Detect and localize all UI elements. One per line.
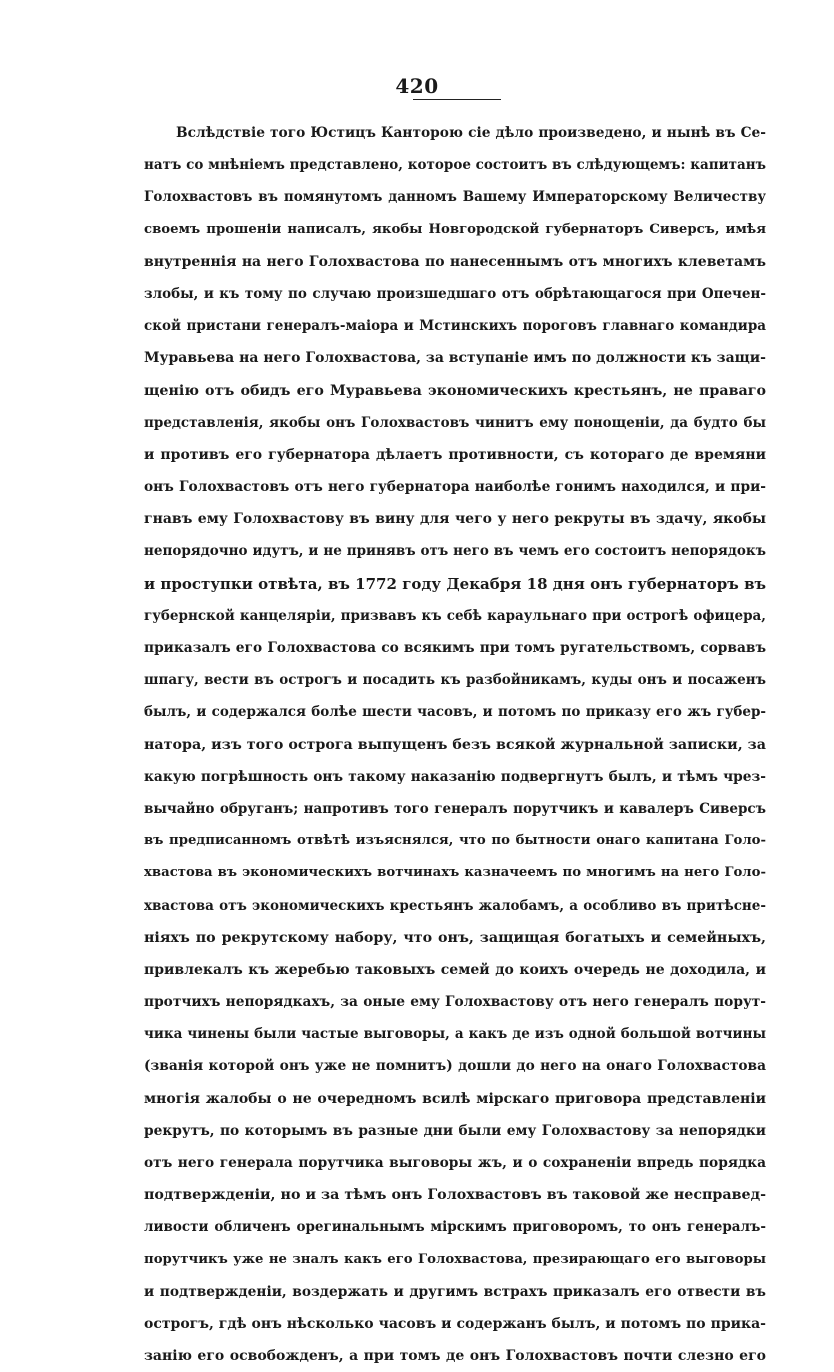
text-line: Голохвастовъ въ помянутомъ данномъ Вашему Императорскому Величеству [144,189,766,206]
text-line: Муравьева на него Голохвастова, за вступаніе имъ по должности къ защи- [144,350,766,367]
text-line: шпагу, вести въ острогъ и посадить къ разбойникамъ, куды онъ и посаженъ [144,672,766,689]
text-line: онъ Голохвастовъ отъ него губернатора наиболѣе гонимъ находился, и при- [144,479,766,496]
text-line: гнавъ ему Голохвастову въ вину для чего у него рекруты въ здачу, якобы [144,511,766,528]
text-line: (званія которой онъ уже не помнитъ) дошли до него на онаго Голохвастова [144,1058,766,1075]
text-line: рекрутъ, по которымъ въ разные дни были ему Голохвастову за непорядки [144,1122,766,1139]
text-line: натъ со мнѣніемъ представлено, которое состоитъ въ слѣдующемъ: капитанъ [144,157,766,174]
text-line: вычайно обруганъ; напротивъ того генералъ порутчикъ и кавалеръ Сиверсъ [144,800,766,817]
text-line: протчихъ непорядкахъ, за оные ему Голохвастову отъ него генералъ порут- [144,994,766,1011]
text-line: въ предписанномъ отвѣтѣ изъяснялся, что по бытности онаго капитана Голо- [144,833,766,849]
text-line: хвастова отъ экономическихъ крестьянъ жалобамъ, а особливо въ притѣсне- [144,897,766,914]
text-line: и подтвержденіи, воздержать и другимъ встрахъ приказалъ его отвести въ [144,1283,766,1300]
page-number: 420 [395,74,439,98]
text-line: своемъ прошеніи написалъ, якобы Новгородской губернаторъ Сиверсъ, имѣя [144,221,766,237]
text-line: чика чинены были частые выговоры, а какъ де изъ одной большой вотчины [144,1026,766,1043]
text-line: представленія, якобы онъ Голохвастовъ чинитъ ему понощеніи, да будто бы [144,414,766,431]
text-line: и противъ его губернатора дѣлаетъ противности, съ котораго де времяни [144,446,766,463]
text-line: внутреннія на него Голохвастова по нанесеннымъ отъ многихъ клеветамъ [144,253,766,270]
text-line: ливости обличенъ орегинальнымъ мірскимъ приговоромъ, то онъ генералъ- [144,1219,766,1236]
text-line: щенію отъ обидъ его Муравьева экономическихъ крестьянъ, не праваго [144,382,766,399]
page-number-rule [413,99,501,100]
text-line: острогъ, гдѣ онъ нѣсколько часовъ и содержанъ былъ, и потомъ по прика- [144,1315,766,1332]
text-line: многія жалобы о не очередномъ всилѣ мірскаго приговора представленіи [144,1090,766,1107]
text-line: порутчикъ уже не зналъ какъ его Голохвастова, презирающаго его выговоры [144,1251,766,1267]
text-line: хвастова въ экономическихъ вотчинахъ казначеемъ по многимъ на него Голо- [144,865,766,881]
body-text [144,117,766,1372]
text-line: отъ него генерала порутчика выговоры жъ, и о сохраненіи впредь порядка [144,1155,766,1171]
text-line: какую погрѣшность онъ такому наказанію подвергнутъ былъ, и тѣмъ чрез- [144,768,766,785]
text-line: занію его освобожденъ, а при томъ де онъ Голохвастовъ почти слезно его [144,1348,766,1365]
text-line: подтвержденіи, но и за тѣмъ онъ Голохвастовъ въ таковой же несправед- [144,1187,766,1204]
text-line: злобы, и къ тому по случаю произшедшаго отъ обрѣтающагося при Опечен- [144,285,766,302]
text-line: натора, изъ того острога выпущенъ безъ всякой журнальной записки, за [144,736,766,753]
text-line: былъ, и содержался болѣе шести часовъ, и потомъ по приказу его жъ губер- [144,704,766,721]
text-line: приказалъ его Голохвастова со всякимъ при томъ ругательствомъ, сорвавъ [144,640,766,656]
text-line: непорядочно идутъ, и не принявъ отъ него въ чемъ его состоитъ непорядокъ [144,543,766,560]
text-line: Вслѣдствіе того Юстицъ Канторою сіе дѣло произведено, и нынѣ въ Се- [176,125,766,141]
text-line: ніяхъ по рекрутскому набору, что онъ, защищая богатыхъ и семейныхъ, [144,929,766,946]
text-line: губернской канцеляріи, призвавъ къ себѣ караульнаго при острогѣ офицера, [144,607,766,624]
text-line: привлекалъ къ жеребью таковыхъ семей до коихъ очередь не доходила, и [144,961,766,978]
text-line: ской пристани генералъ-маіора и Мстинскихъ пороговъ главнаго командира [144,318,766,335]
text-line: и проступки отвѣта, въ 1772 году Декабря 18 дня онъ губернаторъ въ [144,574,766,593]
